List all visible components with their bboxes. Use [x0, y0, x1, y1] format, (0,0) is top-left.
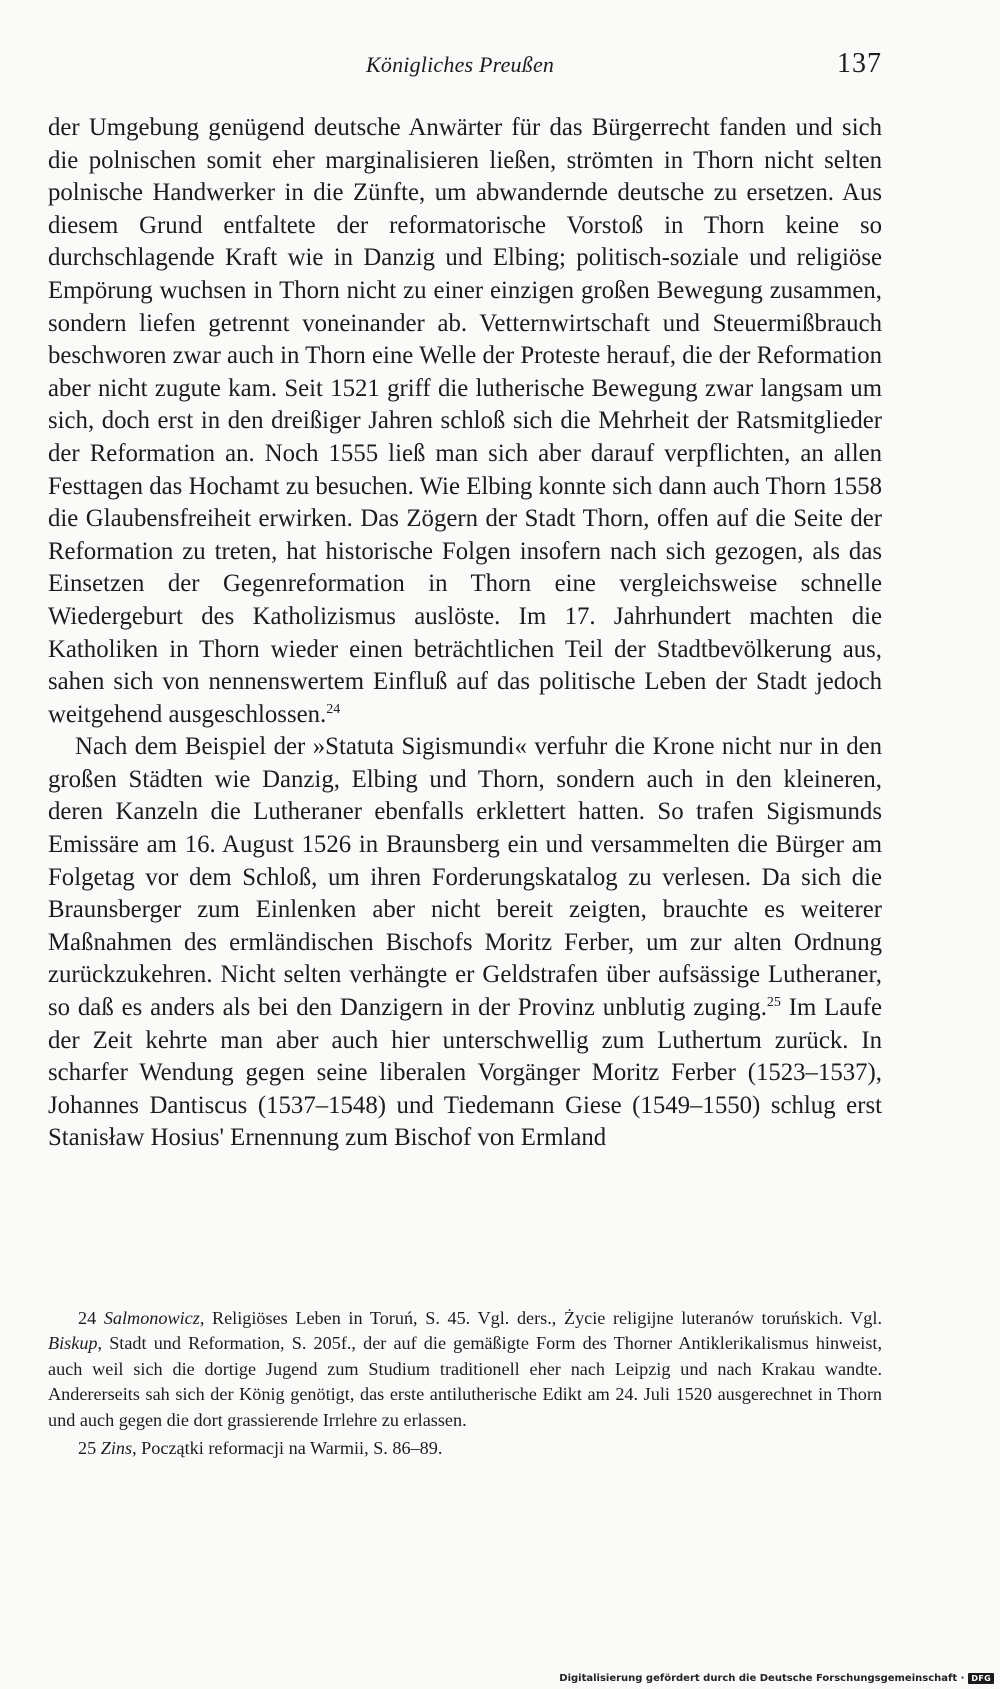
footnote-text: , Stadt und Reformation, S. 205f., der auf die gemäßigte Form des Thorner Antiklerikalismus hinweist, auch weil sich die dortige Jugend zum Studium traditionell eher nach Leipzig und nach Krakau wandte. Andererseits sah sich der König genötigt, das erste antilutherische Edikt am 24. Juli 1520 ausgerechnet in Thorn und auch gegen die dort grassierende Irrlehre zu erlassen. — [48, 1333, 882, 1430]
footnotes — [48, 1306, 882, 1461]
credit-text: Digitalisierung gefördert durch die Deutsche Forschungsgemeinschaft · — [559, 1673, 965, 1684]
footnote-number: 25 — [78, 1438, 97, 1459]
cited-author: Zins — [100, 1438, 133, 1459]
cited-author: Biskup — [48, 1333, 98, 1354]
running-title: Königliches Preußen — [366, 52, 555, 77]
footnote-text: , Religiöses Leben in Toruń, S. 45. Vgl. ders., Życie religijne luteranów toruńskich. Vgl. — [199, 1308, 883, 1328]
page-number: 137 — [837, 48, 882, 79]
paragraph — [48, 731, 882, 1155]
page-header — [48, 50, 882, 86]
footnote-text: , Początki reformacji na Warmii, S. 86–89. — [132, 1438, 443, 1459]
paragraph-text: Im Laufe der Zeit kehrte man aber auch hier unterschwellig zum Luthertum zurück. In scharfer Wendung gegen seine liberalen Vorgänger Moritz Ferber (1523–1537), Johannes Dantiscus (1537–1548) und Tiedemann Giese (1549–1550) schlug erst Stanisław Hosius' Ernennung zum Bischof von Ermland — [48, 994, 882, 1152]
footnote-ref-25: 25 — [766, 995, 781, 1011]
footnote-25 — [48, 1436, 882, 1461]
footnote-24 — [48, 1306, 882, 1433]
paragraph — [48, 112, 882, 731]
cited-author: Salmonowicz — [103, 1308, 200, 1328]
footnote-ref-24: 24 — [326, 701, 341, 717]
paragraph-text: der Umgebung genügend deutsche Anwärter für das Bürgerrecht fanden und sich die polnischen somit eher marginalisieren ließen, strömten in Thorn nicht selten polnische Handwerker in die Zünfte, um abwandernde deutsche zu ersetzen. Aus diesem Grund entfaltete der reformatorische Vorstoß in Thorn keine so durchschlagende Kraft wie in Danzig und Elbing; politisch-soziale und religiöse Empörung wuchsen in Thorn nicht zu einer einzigen großen Bewegung zusammen, sondern liefen getrennt voneinander ab. Vetternwirtschaft und Steuermißbrauch beschworen zwar auch in Thorn eine Welle der Proteste herauf, die der Reformation aber nicht zugute kam. Seit 1521 griff die lutherische Bewegung zwar langsam um sich, doch erst in den dreißiger Jahren schloß sich die Mehrheit der Ratsmitglieder der Reformation an. Noch 1555 ließ man sich aber darauf verpflichten, an allen Festtagen das Hochamt zu besuchen. Wie Elbing konnte sich dann auch Thorn 1558 die Glaubensfreiheit erwirken. Das Zögern der Stadt Thorn, offen auf die Seite der Reformation zu treten, hat historische Folgen insofern nach sich gezogen, als das Einsetzen der Gegenreformation in Thorn eine vergleichsweise schnelle Wiedergeburt des Katholizismus auslöste. Im 17. Jahrhundert machten die Katholiken in Thorn wieder einen beträchtlichen Teil der Stadtbevölkerung aus, sahen sich von nennenswertem Einfluß auf das politische Leben der Stadt jedoch weitgehend ausgeschlossen. — [48, 114, 882, 728]
digitization-credit — [559, 1673, 994, 1684]
dfg-logo: DFG — [968, 1673, 994, 1684]
footnote-number: 24 — [78, 1308, 97, 1328]
paragraph-text: Nach dem Beispiel der »Statuta Sigismundi« verfuhr die Krone nicht nur in den großen Städten wie Danzig, Elbing und Thorn, sondern auch in den kleineren, deren Kanzeln die Lutheraner ebenfalls erklettert hatten. So trafen Sigismunds Emissäre am 16. August 1526 in Braunsberg ein und versammelten die Bürger am Folgetag vor dem Schloß, um ihren Forderungskatalog zu verlesen. Da sich die Braunsberger zum Einlenken aber nicht bereit zeigten, brauchte es weiterer Maßnahmen des ermländischen Bischofs Moritz Ferber, um zur alten Ordnung zurückzukehren. Nicht selten verhängte er Geldstrafen über aufsässige Lutheraner, so daß es anders als bei den Danzigern in der Provinz unblutig zuging. — [48, 733, 882, 1022]
body-text — [48, 112, 882, 1155]
